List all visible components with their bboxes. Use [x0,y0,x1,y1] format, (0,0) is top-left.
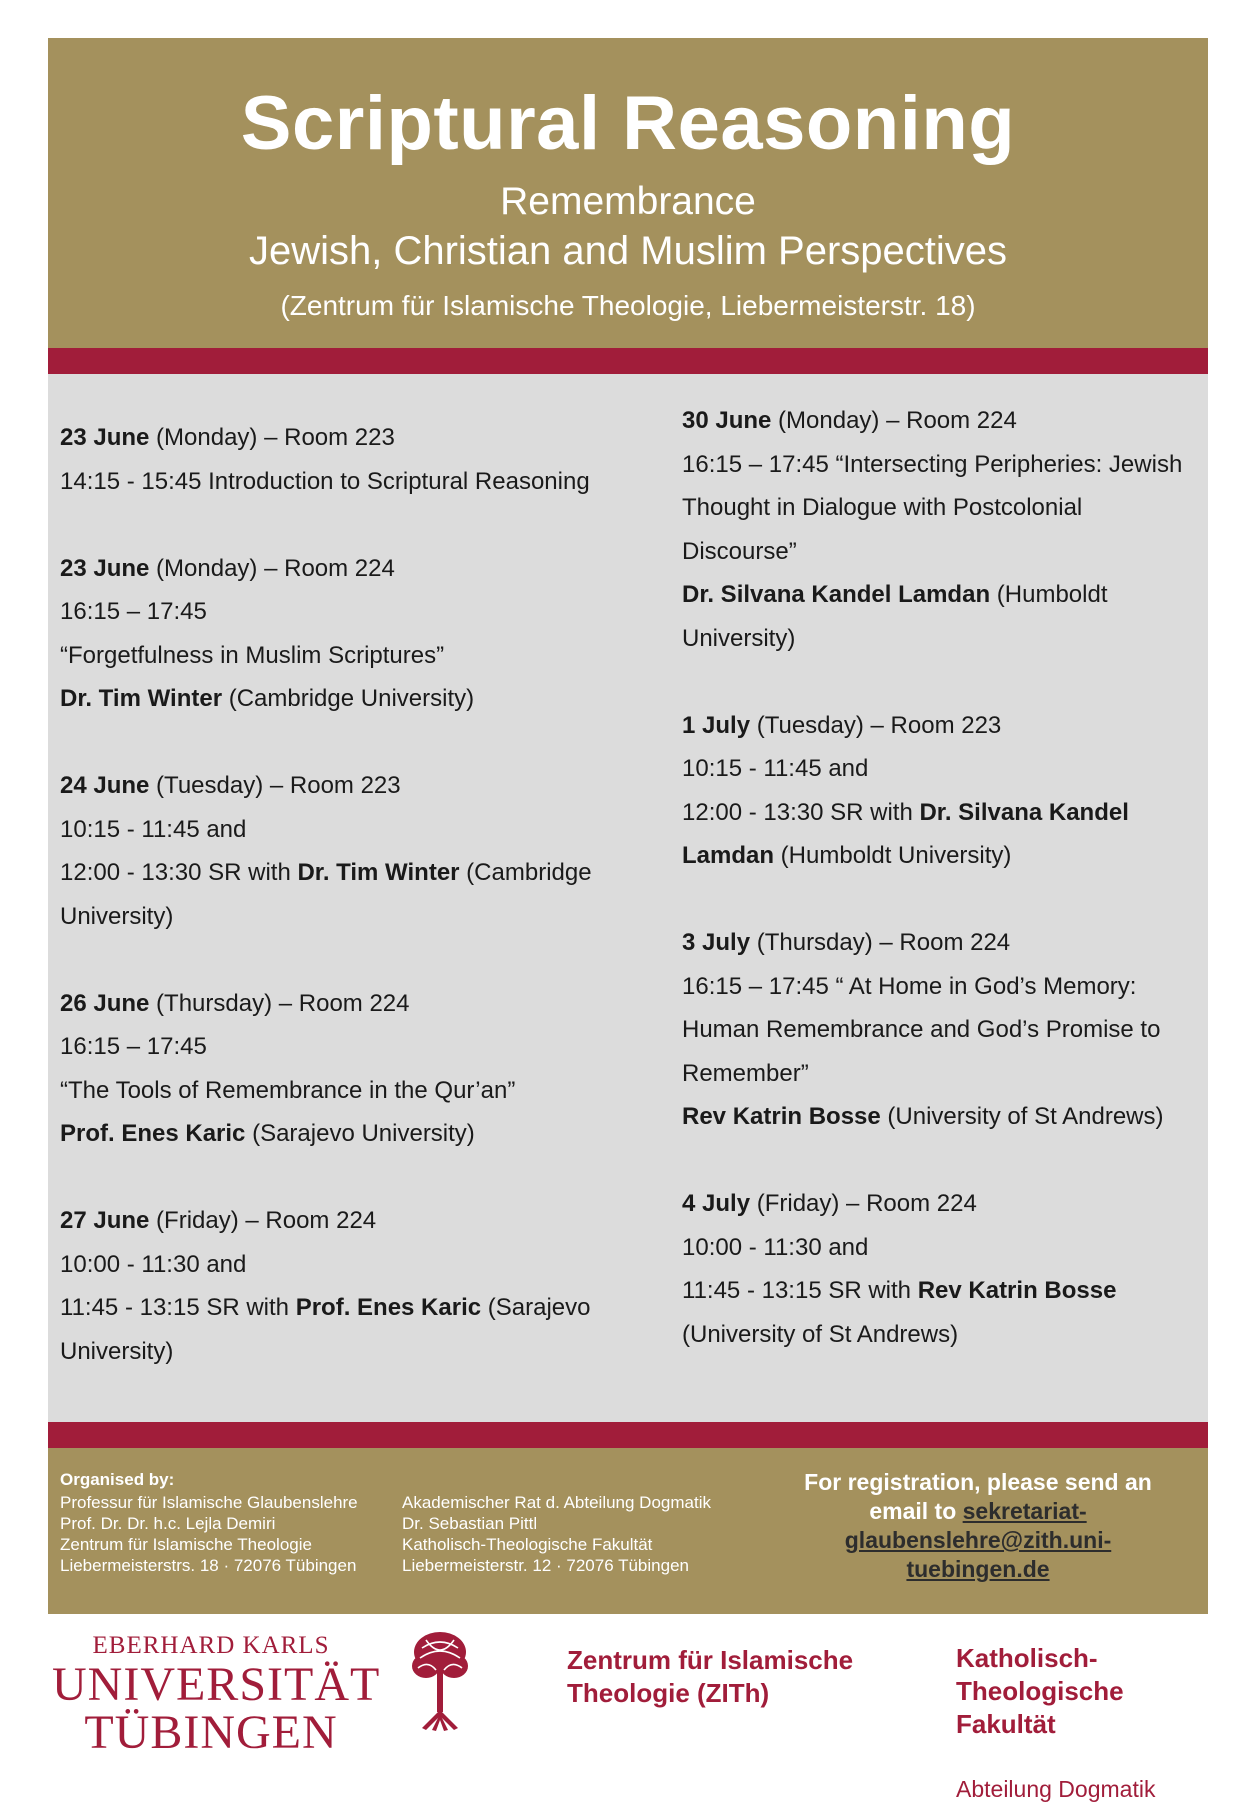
footer-organisers [48,1448,1208,1614]
organiser-line: Dr. Sebastian Pittl [402,1514,538,1533]
event-date: 27 June [60,1207,150,1234]
zith-logo-text [567,1644,853,1710]
zith-line1: Zentrum für Islamische [567,1645,854,1675]
event-session: 12:00 - 13:30 SR with [60,859,298,886]
organiser-line: Akademischer Rat d. Abteilung Dogmatik [402,1493,711,1512]
event-date: 4 July [682,1190,751,1217]
event-time: 14:15 - 15:45 Introduction to Scriptural Reasoning [60,467,590,495]
organiser-line: Prof. Dr. Dr. h.c. Lejla Demiri [60,1514,276,1533]
event-26-june-room-224 [60,982,620,1156]
event-meta: (Monday) – Room 224 [149,554,395,582]
divider-bar-bottom [48,1422,1208,1448]
event-affiliation: (Cambridge University) [222,685,475,712]
header-banner [48,38,1208,348]
event-4-july-room-224 [682,1182,1202,1356]
registration-text: For registration, please send an email to [804,1469,1152,1524]
event-affiliation: (Sarajevo University) [60,1294,591,1365]
event-time: 16:15 – 17:45 [60,598,207,625]
event-24-june-room-223 [60,764,620,938]
event-session: 11:45 - 13:15 SR with [60,1294,296,1321]
event-talk-title: “The Tools of Remembrance in the Qur’an” [60,1076,516,1104]
event-meta: (Tuesday) – Room 223 [750,711,1002,739]
event-date: 3 July [682,929,751,956]
event-affiliation: (Humboldt University) [774,842,1012,869]
ktf-line2: Theologische [956,1676,1124,1706]
event-speaker: Prof. Enes Karic [60,1120,246,1147]
event-affiliation: (Humboldt University) [682,581,1108,652]
zith-line2: Theologie (ZITh) [567,1678,770,1708]
event-affiliation: (Cambridge University) [60,859,592,930]
event-meta: (Monday) – Room 223 [149,424,395,451]
event-date: 1 July [682,711,751,739]
ktf-line3: Fakultät [956,1709,1056,1739]
logo-strip [0,1614,1260,1802]
event-meta: (Friday) – Room 224 [149,1207,377,1234]
organised-by-label: Organised by: [60,1470,175,1489]
event-speaker: Dr. Silvana Kandel Lamdan [682,581,991,608]
schedule-panel [48,374,1208,1422]
schedule-column-left [60,416,620,1417]
event-speaker: Dr. Tim Winter [60,685,223,712]
event-3-july-room-224 [682,921,1202,1139]
organiser-line: Liebermeisterstrs. 18 · 72076 Tübingen [60,1556,357,1575]
event-23-june-room-224 [60,547,620,721]
ktf-department: Abteilung Dogmatik [956,1776,1156,1802]
palm-tree-emblem-icon [408,1630,472,1732]
organiser-line: Katholisch-Theologische Fakultät [402,1535,653,1554]
university-logo-line1: EBERHARD KARLS [92,1632,330,1659]
organiser-islamic-theology [60,1492,358,1576]
event-affiliation: (Sarajevo University) [245,1120,475,1147]
event-speaker: Rev Katrin Bosse [917,1277,1117,1304]
event-speaker: Dr. Tim Winter [297,859,460,886]
event-1-july-room-223 [682,704,1202,878]
registration-email-link[interactable]: sekretariat-glaubenslehre@zith.uni-tuebingen.de [844,1498,1112,1582]
event-date: 23 June [60,554,150,582]
event-23-june-room-223 [60,416,620,503]
event-meta: (Monday) – Room 224 [771,407,1017,434]
event-date: 26 June [60,989,150,1017]
event-affiliation: (University of St Andrews) [682,1320,959,1348]
ktf-line1: Katholisch- [956,1643,1098,1673]
event-time: 10:15 - 11:45 and [682,755,869,782]
event-session: 12:00 - 13:30 SR with [682,798,920,826]
event-affiliation: (University of St Andrews) [880,1103,1164,1130]
page-title: Scriptural Reasoning [240,81,1016,166]
event-time: 10:15 - 11:45 and [60,815,247,843]
university-logo-line2: UNIVERSITÄT [52,1658,381,1711]
event-talk-title: 16:15 – 17:45 “ At Home in God’s Memory: Human Remembrance and God’s Promise to Remember” [682,972,1161,1087]
organiser-dogmatics [402,1492,711,1576]
event-date: 30 June [682,407,772,434]
event-time: 10:00 - 11:30 and [682,1233,869,1261]
event-30-june-room-224 [682,399,1202,660]
event-session: 11:45 - 13:15 SR with [682,1277,918,1304]
subtitle-theme: Remembrance [500,180,756,223]
event-meta: (Tuesday) – Room 223 [149,772,401,799]
event-time: 16:15 – 17:45 [60,1033,207,1060]
registration-info [788,1468,1168,1584]
event-speaker: Dr. Silvana Kandel Lamdan [682,798,1129,869]
event-time: 10:00 - 11:30 and [60,1250,247,1278]
divider-bar-top [48,348,1208,374]
event-speaker: Rev Katrin Bosse [682,1103,881,1130]
event-date: 23 June [60,424,150,451]
schedule-column-right [682,399,1202,1400]
venue-location: (Zentrum für Islamische Theologie, Liebermeisterstr. 18) [280,290,976,321]
organiser-line: Liebermeisterstr. 12 · 72076 Tübingen [402,1556,689,1575]
event-27-june-room-224 [60,1199,620,1373]
event-meta: (Thursday) – Room 224 [149,989,410,1017]
event-talk-title: 16:15 – 17:45 “Intersecting Peripheries: Jewish Thought in Dialogue with Postcolonial Discourse” [682,450,1183,565]
event-speaker: Prof. Enes Karic [295,1294,482,1321]
event-meta: (Friday) – Room 224 [750,1190,977,1217]
event-talk-title: “Forgetfulness in Muslim Scriptures” [60,641,445,669]
event-date: 24 June [60,772,150,799]
event-meta: (Thursday) – Room 224 [750,929,1011,956]
organiser-line: Professur für Islamische Glaubenslehre [60,1493,358,1512]
organiser-line: Zentrum für Islamische Theologie [60,1535,312,1554]
university-logo-line3: TÜBINGEN [84,1706,338,1759]
university-tuebingen-logo [52,1632,381,1759]
ktf-logo-text [956,1642,1124,1741]
subtitle-perspectives: Jewish, Christian and Muslim Perspectives [248,229,1008,273]
